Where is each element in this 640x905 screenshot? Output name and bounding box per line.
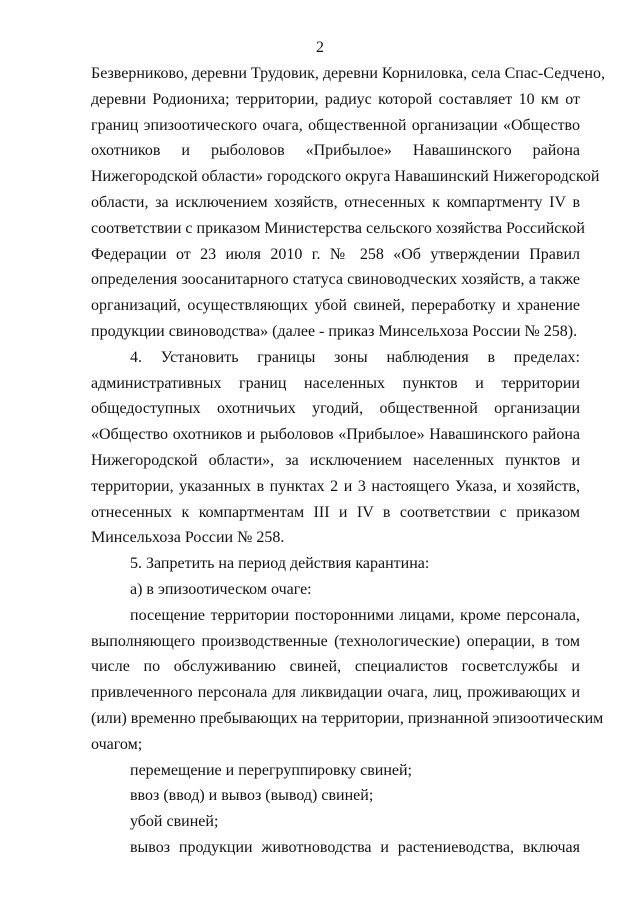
paragraph-import-export — [91, 783, 580, 809]
text-line: Федерации от 23 июля 2010 г. № 258 «Об утверждении Правил — [91, 245, 580, 263]
text-line: перемещение и перегруппировку свиней; — [130, 761, 412, 779]
text-line: Нижегородской области» городского округа Навашинский Нижегородской — [91, 168, 600, 186]
paragraph-item-5 — [91, 551, 580, 577]
paragraph-slaughter — [91, 809, 580, 835]
text-line: Безверниково, деревни Трудовик, деревни Корниловка, села Спас-Седчено, — [91, 65, 605, 82]
text-line: числе по обслуживанию свиней, специалистов госветслужбы и — [91, 658, 580, 676]
text-line: посещение территории посторонними лицами, кроме персонала, — [130, 606, 580, 624]
text-line: (или) временно пребывающих на территории, признанной эпизоотическим — [91, 709, 604, 727]
text-line: административных границ населенных пунктов и территории — [91, 374, 580, 392]
paragraph-subitem-a — [91, 577, 580, 603]
text-line: выполняющего производственные (технологические) операции, в том — [91, 632, 580, 650]
text-line: территории, указанных в пунктах 2 и 3 настоящего Указа, и хозяйств, — [91, 477, 580, 495]
paragraph-item-4 — [91, 345, 580, 551]
text-line: очагом; — [91, 735, 143, 753]
text-line: а) в эпизоотическом очаге: — [130, 580, 312, 598]
text-line: границ эпизоотического очага, общественной организации «Общество — [91, 116, 580, 134]
text-line: соответствии с приказом Министерства сельского хозяйства Российской — [91, 219, 585, 237]
text-line: Минсельхоза России № 258. — [91, 529, 285, 547]
paragraph-regrouping — [91, 758, 580, 784]
text-line: «Общество охотников и рыболовов «Прибылое» Навашинского района — [91, 426, 580, 444]
paragraph-visit-restriction — [91, 603, 604, 758]
text-line: определения зоосанитарного статуса свиноводческих хозяйств, а также — [91, 271, 580, 289]
paragraph-products-export — [91, 835, 580, 861]
text-line: охотников и рыболовов «Прибылое» Навашинского района — [91, 142, 580, 160]
text-line: ввоз (ввод) и вывоз (вывод) свиней; — [130, 787, 374, 805]
text-line: Нижегородской области», за исключением населенных пунктов и — [91, 451, 580, 469]
text-line: привлеченного персонала для ликвидации очага, лиц, проживающих и — [91, 684, 580, 702]
text-line: общедоступных охотничьих угодий, общественной организации — [91, 400, 580, 418]
text-line: организаций, осуществляющих убой свиней, переработку и хранение — [91, 297, 580, 315]
text-line: 4. Установить границы зоны наблюдения в пределах: — [130, 348, 580, 366]
text-line: области, за исключением хозяйств, отнесенных к компартменту IV в — [91, 193, 580, 211]
paragraph-continuation — [91, 61, 605, 345]
text-line: продукции свиноводства» (далее - приказ Минсельхоза России № 258). — [91, 322, 578, 340]
text-line: вывоз продукции животноводства и растениеводства, включая — [130, 838, 580, 856]
document-body — [91, 61, 605, 861]
text-line: деревни Родиониха; территории, радиус которой составляет 10 км от — [91, 90, 580, 108]
text-line: убой свиней; — [130, 813, 219, 831]
text-line: 5. Запретить на период действия карантина: — [130, 555, 430, 573]
text-line: отнесенных к компартментам III и IV в соответствии с приказом — [91, 503, 580, 521]
page-number: 2 — [316, 39, 324, 56]
